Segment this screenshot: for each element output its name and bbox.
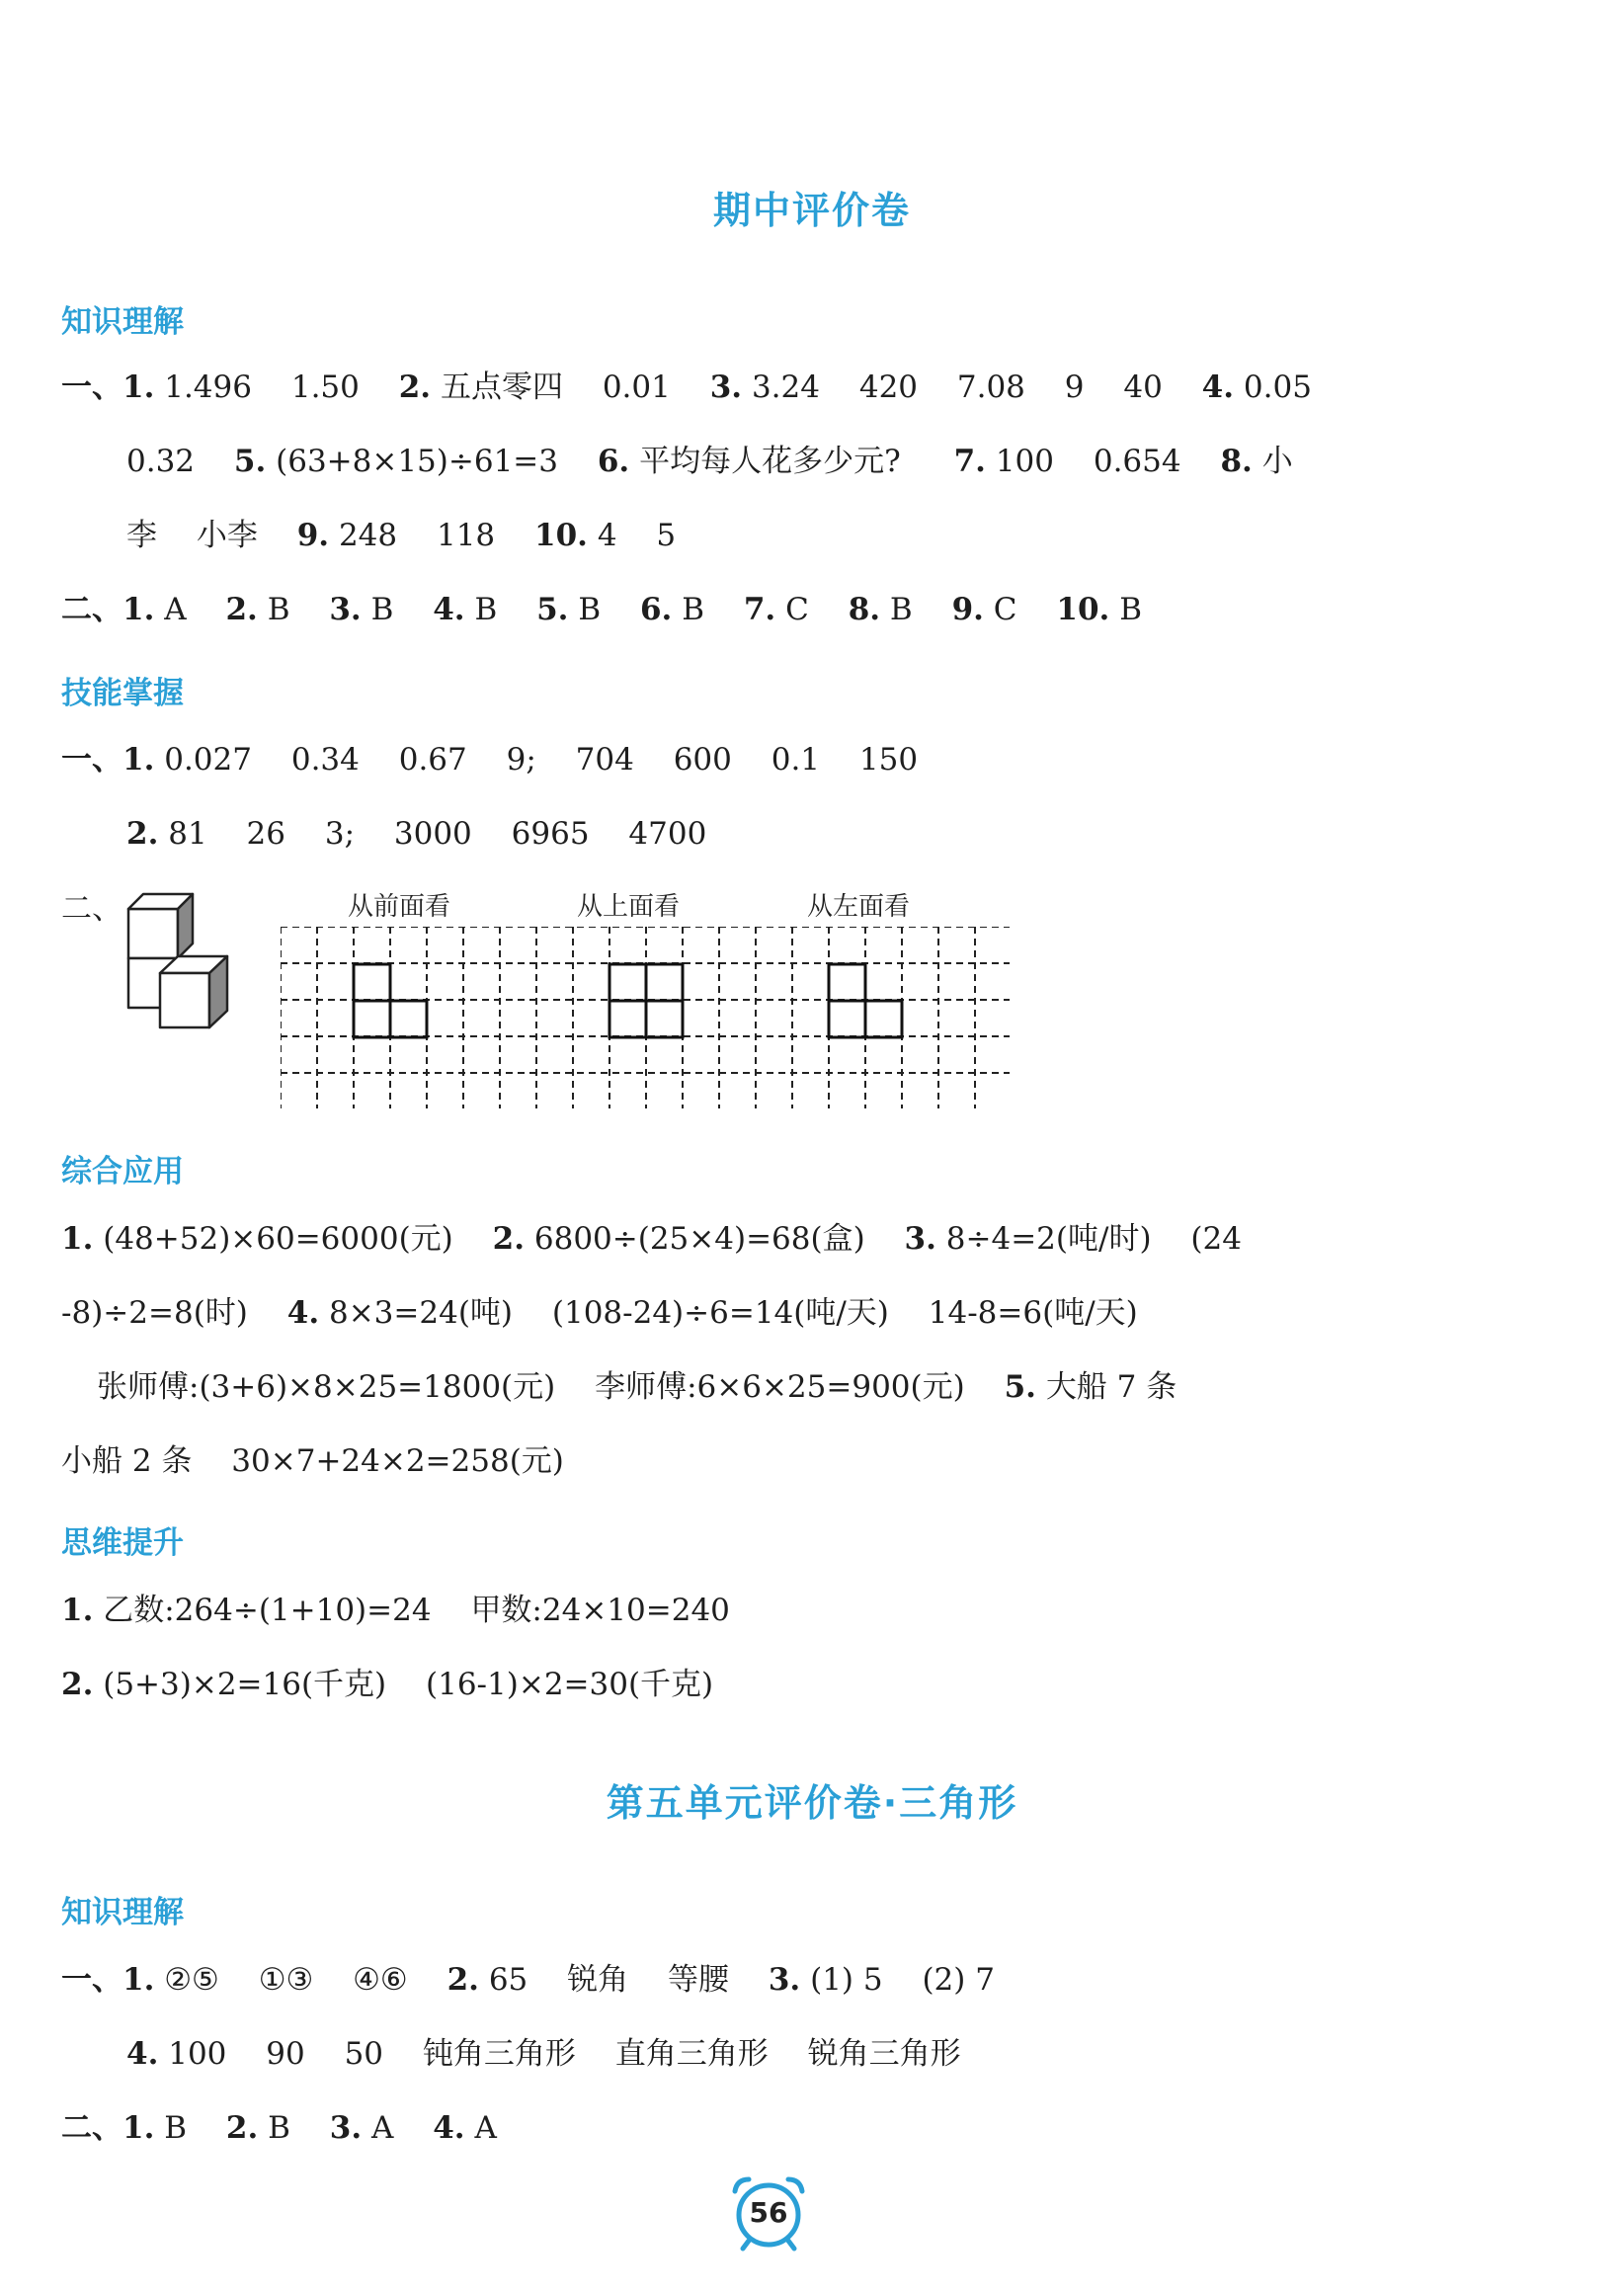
q-num: 3. xyxy=(768,1962,801,1998)
think-line-1 xyxy=(61,1591,730,1630)
answer: ④⑥ xyxy=(353,1962,408,1998)
answer: A xyxy=(370,2110,394,2146)
q-num: 2. xyxy=(225,592,258,627)
q-num: 10. xyxy=(534,518,588,553)
unit5-line-2 xyxy=(126,2034,961,2074)
unit5-line-3 xyxy=(61,2108,497,2148)
apply-line-1 xyxy=(61,1219,1242,1259)
answer: 钝角三角形 xyxy=(422,2036,576,2072)
q-num: 10. xyxy=(1056,592,1110,627)
label-one: 一、 xyxy=(61,742,122,778)
q-num: 4. xyxy=(1201,369,1235,405)
answer: B xyxy=(164,2110,188,2146)
answer: 3000 xyxy=(393,816,472,852)
unit5-line-1 xyxy=(61,1960,995,2000)
answer: 248 xyxy=(338,518,398,553)
q-num: 1. xyxy=(122,369,155,405)
answer: 小船 2 条 xyxy=(61,1443,193,1479)
answer: (24 xyxy=(1190,1221,1242,1257)
q-num: 4. xyxy=(433,2110,465,2146)
answer: B xyxy=(889,592,913,627)
q-num: 1. xyxy=(122,1962,155,1998)
q-num: 1. xyxy=(61,1593,94,1628)
knowledge-line-3 xyxy=(126,516,676,555)
apply-line-2 xyxy=(61,1293,1138,1333)
q-num: 6. xyxy=(597,444,630,479)
label-one: 一、 xyxy=(61,1962,122,1998)
answer: (108-24)÷6=14(吨/天) xyxy=(551,1295,889,1331)
answer: 0.1 xyxy=(771,742,821,778)
answer: 9; xyxy=(506,742,536,778)
answer: C xyxy=(993,592,1017,627)
q-num: 1. xyxy=(122,592,155,627)
q-num: 8. xyxy=(1220,444,1253,479)
q-num: 3. xyxy=(329,2110,363,2146)
answer: ①③ xyxy=(258,1962,314,1998)
answer: B xyxy=(578,592,602,627)
section-title-unit5: 第五单元评价卷·三角形 xyxy=(606,1781,1018,1825)
q-num: 3. xyxy=(709,369,743,405)
q-num: 5. xyxy=(536,592,569,627)
answer: 50 xyxy=(344,2036,384,2072)
answer: B xyxy=(268,2110,290,2146)
answer: 100 xyxy=(168,2036,227,2072)
answer: 81 xyxy=(168,816,207,852)
answer: (5+3)×2=16(千克) xyxy=(103,1667,387,1702)
answer: 乙数:264÷(1+10)=24 xyxy=(103,1593,432,1628)
answer: -8)÷2=8(时) xyxy=(61,1295,248,1331)
skill-line-1 xyxy=(61,740,918,779)
answer: 0.05 xyxy=(1243,369,1312,405)
answer: 6800÷(25×4)=68(盒) xyxy=(533,1221,865,1257)
answer: (2) 7 xyxy=(922,1962,995,1998)
knowledge-line-2 xyxy=(126,442,1293,481)
answer: 90 xyxy=(266,2036,305,2072)
answer: 李 xyxy=(126,518,157,553)
q-num: 1. xyxy=(122,2110,155,2146)
section-title-midterm: 期中评价卷 xyxy=(712,189,911,232)
view-grid xyxy=(281,927,1010,1108)
answer: 小李 xyxy=(196,518,258,553)
skill-label-two: 二、 xyxy=(61,891,122,927)
answer: (1) 5 xyxy=(810,1962,883,1998)
answer: 6965 xyxy=(511,816,590,852)
q-num: 3. xyxy=(329,592,362,627)
label-two: 二、 xyxy=(61,2110,122,2146)
answer: 张师傅:(3+6)×8×25=1800(元) xyxy=(97,1369,556,1405)
q-num: 6. xyxy=(639,592,673,627)
skill-line-2 xyxy=(126,814,706,854)
label-one: 一、 xyxy=(61,369,122,405)
answer: 65 xyxy=(488,1962,528,1998)
q-num: 5. xyxy=(233,444,267,479)
q-num: 1. xyxy=(61,1221,94,1257)
answer: 锐角 xyxy=(567,1962,629,1998)
q-num: 5. xyxy=(1004,1369,1036,1405)
answer: 420 xyxy=(858,369,919,405)
q-num: 4. xyxy=(286,1295,320,1331)
answer: 26 xyxy=(246,816,285,852)
answer: (63+8×15)÷61=3 xyxy=(276,444,558,479)
answer: 五点零四 xyxy=(440,369,563,405)
cube-figure xyxy=(123,889,252,1032)
answer: 0.654 xyxy=(1093,444,1181,479)
q-num: 2. xyxy=(398,369,432,405)
answer: 30×7+24×2=258(元) xyxy=(231,1443,564,1479)
heading-knowledge-2: 知识理解 xyxy=(61,1895,184,1930)
answer: B xyxy=(1119,592,1142,627)
answer: 0.67 xyxy=(398,742,467,778)
answer: B xyxy=(370,592,394,627)
view-label-front: 从前面看 xyxy=(348,892,451,922)
answer: 锐角三角形 xyxy=(807,2036,961,2072)
answer: (48+52)×60=6000(元) xyxy=(103,1221,453,1257)
page-number: 56 xyxy=(749,2196,788,2229)
answer: 8×3=24(吨) xyxy=(328,1295,514,1331)
answer: 0.32 xyxy=(126,444,196,479)
answer: 0.01 xyxy=(602,369,671,405)
answer: 4 xyxy=(597,518,617,553)
answer: 等腰 xyxy=(668,1962,729,1998)
answer: 1.50 xyxy=(290,369,360,405)
answer: ②⑤ xyxy=(164,1962,219,1998)
answer: B xyxy=(267,592,290,627)
q-num: 2. xyxy=(126,816,159,852)
apply-line-3 xyxy=(97,1367,1177,1407)
answer: 100 xyxy=(995,444,1054,479)
answer: 3; xyxy=(324,816,356,852)
q-num: 7. xyxy=(743,592,776,627)
answer: 大船 7 条 xyxy=(1045,1369,1177,1405)
label-two: 二、 xyxy=(61,592,122,627)
heading-knowledge: 知识理解 xyxy=(61,304,184,340)
heading-skill: 技能掌握 xyxy=(61,676,184,711)
answer: 8÷4=2(吨/时) xyxy=(945,1221,1152,1257)
q-num: 2. xyxy=(492,1221,526,1257)
heading-think: 思维提升 xyxy=(61,1525,184,1561)
apply-line-4 xyxy=(61,1441,564,1481)
answer: 600 xyxy=(673,742,732,778)
q-num: 4. xyxy=(433,592,465,627)
answer: 3.24 xyxy=(751,369,820,405)
answer: 7.08 xyxy=(956,369,1025,405)
q-num: 8. xyxy=(848,592,881,627)
q-num: 7. xyxy=(953,444,986,479)
answer: 40 xyxy=(1123,369,1163,405)
answer: A xyxy=(164,592,187,627)
answer: 直角三角形 xyxy=(614,2036,769,2072)
q-num: 2. xyxy=(225,2110,259,2146)
answer: B xyxy=(682,592,704,627)
answer: 李师傅:6×6×25=900(元) xyxy=(595,1369,965,1405)
answer: 小 xyxy=(1261,444,1293,479)
answer: 14-8=6(吨/天) xyxy=(928,1295,1138,1331)
answer: B xyxy=(474,592,498,627)
q-num: 4. xyxy=(126,2036,159,2072)
q-num: 9. xyxy=(296,518,330,553)
view-label-top: 从上面看 xyxy=(577,892,681,922)
knowledge-line-4 xyxy=(61,590,1142,629)
q-num: 1. xyxy=(122,742,155,778)
answer: 0.34 xyxy=(290,742,360,778)
knowledge-line-1 xyxy=(61,368,1312,407)
answer: 平均每人花多少元? xyxy=(639,444,901,479)
answer: 0.027 xyxy=(164,742,252,778)
answer: (16-1)×2=30(千克) xyxy=(426,1667,714,1702)
answer: 704 xyxy=(575,742,634,778)
answer: 5 xyxy=(656,518,677,553)
answer: 1.496 xyxy=(164,369,252,405)
q-num: 2. xyxy=(61,1667,94,1702)
answer: 甲数:24×10=240 xyxy=(470,1593,730,1628)
view-label-left: 从左面看 xyxy=(807,892,911,922)
answer: 9 xyxy=(1064,369,1085,405)
q-num: 3. xyxy=(904,1221,936,1257)
answer: A xyxy=(474,2110,497,2146)
answer: 150 xyxy=(858,742,919,778)
answer: C xyxy=(785,592,809,627)
q-num: 9. xyxy=(951,592,984,627)
answer: 118 xyxy=(436,518,496,553)
think-line-2 xyxy=(61,1665,713,1704)
q-num: 2. xyxy=(447,1962,479,1998)
heading-apply: 综合应用 xyxy=(61,1154,184,1189)
answer: 4700 xyxy=(628,816,707,852)
